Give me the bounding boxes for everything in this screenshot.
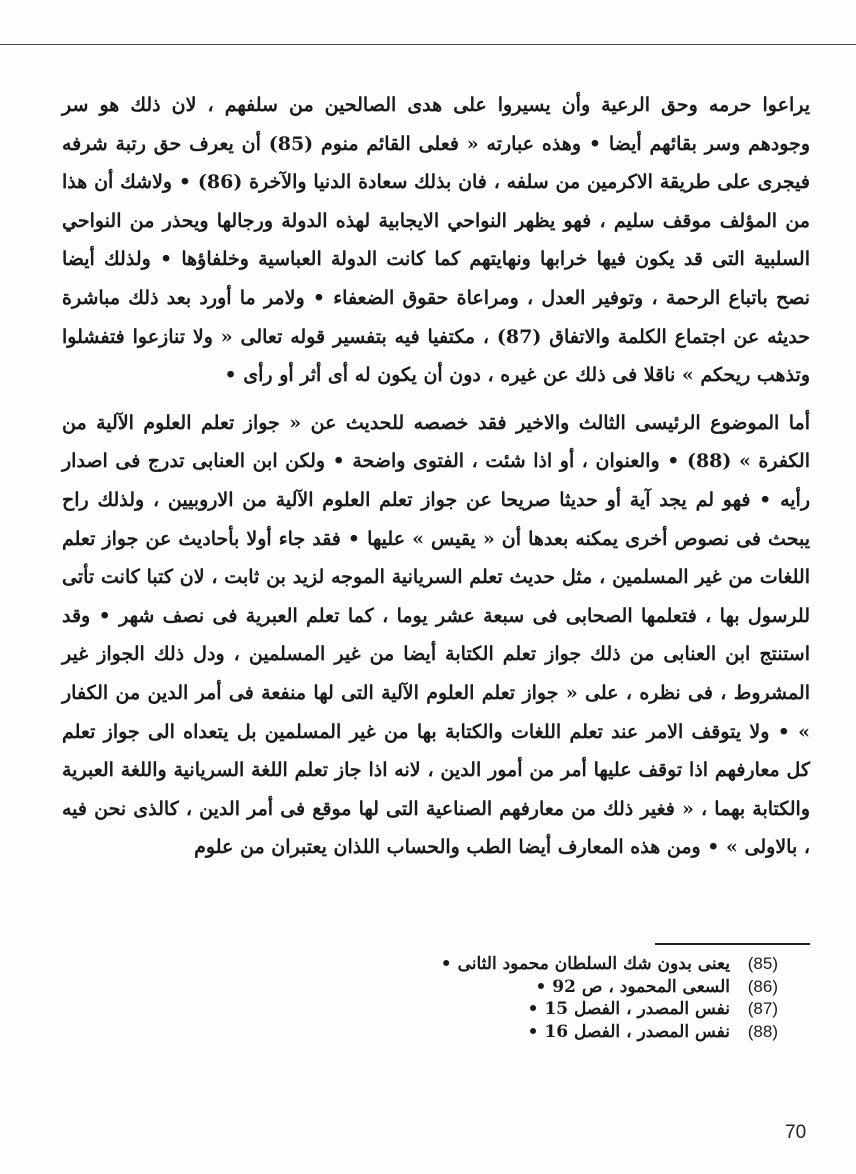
footnote-number: (86) [747,976,778,996]
footnote-87 [358,998,778,1021]
footnote-text: نفس المصدر ، الفصل 15 • [527,999,730,1019]
footnote-separator [655,943,810,945]
page-number: 70 [785,1122,807,1143]
footnote-number: (88) [747,1021,778,1041]
footnote-text: نفس المصدر ، الفصل 16 • [527,1021,730,1042]
footnote-88 [358,1021,778,1044]
footnote-85 [358,953,778,976]
footnote-text: يعنى بدون شك السلطان محمود الثانى • [440,954,730,974]
footnote-number: (87) [747,999,778,1018]
footnotes [358,953,778,1043]
paragraph-1: يراعوا حرمه وحق الرعية وأن يسيروا على هدى الصالحين من سلفهم ، لان ذلك هو سر وجودهم وسر بقائهم أيضا • وهذه عبارته « فعلى القائم منوم (85) أن يعرف حق رتبة شرفه فيجرى على طريقة الاكرمين من سلفه ، فان بذلك سعادة الدنيا والآخرة (86) • ولاشك أن هذا من المؤلف موقف سليم ، فهو يظهر النواحي الايجابية لهذه الدولة ورجالها ويحذر من النواحي السلبية التى قد يكون فيها خرابها ونهايتهم كما كانت الدولة العباسية وخلفاؤها • ولذلك أيضا نصح باتباع الرحمة ، وتوفير العدل ، ومراعاة حقوق الضعفاء • ولامر ما أورد بعد ذلك مباشرة حديثه عن اجتماع الكلمة والاتفاق (87) ، مكتفيا فيه بتفسير قوله تعالى « ولا تنازعوا فتفشلوا وتذهب ريحكم » ناقلا فى ذلك عن غيره ، دون أن يكون له أى أثر أو رأى • [62,94,810,387]
paragraph-2: أما الموضوع الرئيسى الثالث والاخير فقد خصصه للحديث عن « جواز تعلم العلوم الآلية من الكفرة » (88) • والعنوان ، أو اذا شئت ، الفتوى واضحة • ولكن ابن العنابى تدرج فى اصدار رأيه • فهو لم يجد آية أو حديثا صريحا عن جواز تعلم العلوم الآلية من الاروبيين ، ولذلك راح يبحث فى نصوص أخرى يمكنه بعدها أن « يقيس » عليها • فقد جاء أولا بأحاديث عن جواز تعلم اللغات من غير المسلمين ، مثل حديث تعلم السريانية الموجه لزيد بن ثابت ، لان كتبا كانت تأتى للرسول بها ، فتعلمها الصحابى فى سبعة عشر يوما ، كما تعلم العبرية فى نصف شهر • وقد استنتج ابن العنابى من ذلك جواز تعلم الكتابة أيضا من غير المسلمين ، ودل ذلك الجواز غير المشروط ، فى نظره ، على « جواز تعلم العلوم الآلية التى لها منفعة فى أمر الدين من الكفار » • ولا يتوقف الامر عند تعلم اللغات والكتابة بها من غير المسلمين بل يتعداه الى جواز تعلم كل معارفهم اذا توقف عليها أمر من أمور الدين ، لانه اذا جاز تعلم اللغة السريانية واللغة العبرية والكتابة بهما ، « فغير ذلك من معارفهم الصناعية التى لها موقع فى أمر الدين ، كالذى نحن فيه ، بالاولى » • ومن هذه المعارف أيضا الطب والحساب اللذان يعتبران من علوم [62,411,810,859]
top-rule [0,44,856,45]
footnote-86 [358,976,778,999]
body-text [62,86,810,867]
footnote-text: السعى المحمود ، ص 92 • [535,976,730,997]
footnote-number: (85) [747,954,778,973]
